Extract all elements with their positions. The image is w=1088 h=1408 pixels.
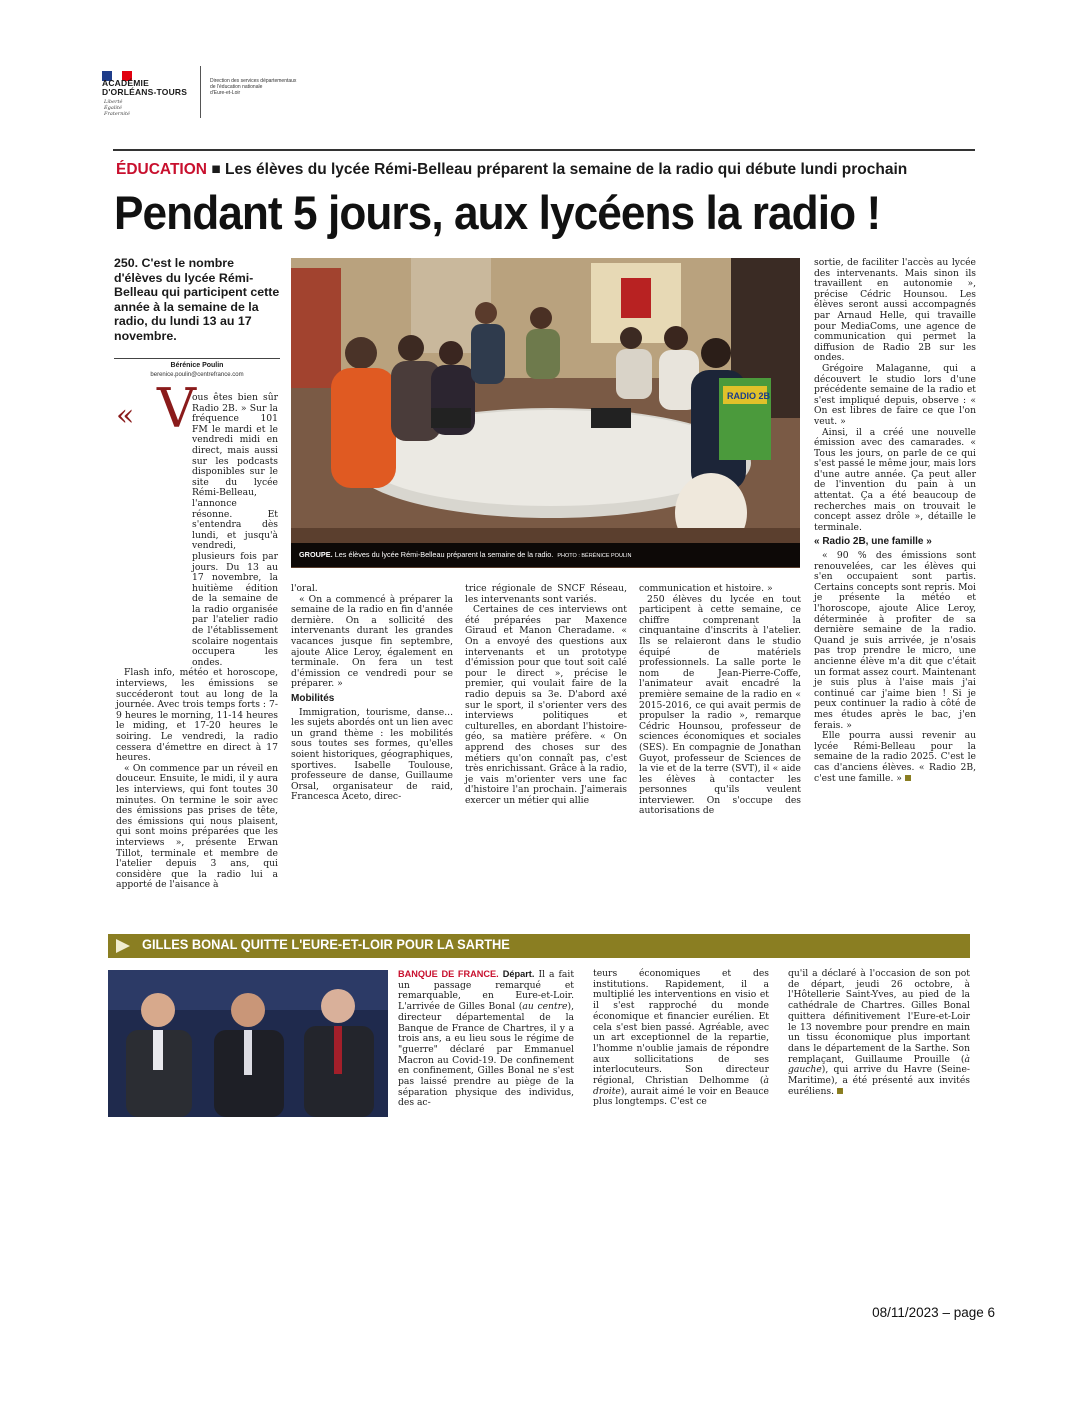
col4-para-1: communication et histoire. » — [639, 583, 773, 594]
group-photo — [291, 258, 800, 568]
opening-quote-mark: « — [116, 398, 135, 433]
subhead-radio-2b: « Radio 2B, une famille » — [814, 536, 932, 548]
republic-motto: Liberté Égalité Fraternité — [104, 99, 130, 117]
caption-label: GROUPE. — [299, 550, 333, 559]
top-rule — [113, 149, 975, 151]
category-label: ÉDUCATION — [116, 161, 207, 178]
col5-para-1: sortie, de faciliter l'accès au lycée des intervenants. Mais sinon ils travaillent en autonomie », précise Cédric Hounsou. Les élèves seront aussi accompagnés par Arnaud Helle, qui travaille pour MediaComs, une agence de communication qui permet la diffusion de Radio 2B sur les ondes. — [814, 257, 976, 364]
author-email: berenice.poulin@centrefrance.com — [150, 372, 244, 378]
article-column-3 — [465, 584, 627, 806]
arrow-right-icon — [116, 939, 130, 953]
col2-para-3: Immigration, tourisme, danse... les sujets abordés ont un lien avec un grand thème : les mobilités sous toutes ses formes, qu'elles soient historiques, géographiques, sportives. Isabelle Toulouse, professeure de danse, Guillaume Orsal, organisateur de raid, Francesca Aceto, direc- — [291, 706, 453, 803]
author-name: Bérénice Poulin — [170, 362, 224, 369]
bonal-photo — [108, 970, 388, 1117]
col3-para-2: Certaines de ces interviews ont été préparées par Maxence Giraud et Manon Cheradame. « On a envoyé des questions aux intervenants et un prototype d'émission pour que tout soit calé pour le direct », précise le premier, qui voulait faire de la radio depuis sa 3e. D'abord axé sur le sport, il s'orienter vers des interviews politiques et culturelles, en abordant l'histoire-géo, sa matière préfère. « On apprend des choses sur des métiers qu'on connaît pas, c'est très enrichissant. Grâce à la radio, je vais m'orienter vers une fac d'histoire l'an prochain. J'aimerais exercer un métier qui allie — [465, 604, 627, 806]
subhead-mobilites: Mobilités — [291, 692, 335, 704]
col1-para-2: Flash info, météo et horoscope, interviews, les émissions se succéderont tout au long de la journée. Avec trois temps forts : 7-9 heures le morning, 11-14 heures le miding, et 17-20 heures le soiring. Le vendredi, la radio cessera d'émettre en direct à 17 heures. — [116, 667, 278, 764]
academie-logo — [102, 66, 332, 126]
col2-para-2: « On a commencé à préparer la semaine de la radio en fin d'année dernière. On a sollicité des intervenants durant les grandes vacances jusque fin septembre, ajoute Alice Leroy, également en terminale. On fera un test d'émission ce vendredi pour se préparer. » — [291, 593, 453, 690]
magazine-title: RADIO 2B — [727, 391, 771, 401]
article-intro: 250. C'est le nombre d'élèves du lycée Rémi-Belleau qui participent cette année à la semaine de la radio, du lundi 13 au 17 novembre. — [114, 256, 280, 343]
intro-rule — [114, 358, 280, 359]
col5-para-5: Elle pourra aussi revenir au lycée Rémi-Belleau pour la semaine de la radio 2025. C'est le cas d'anciens élèves. « Radio 2B, c'est une famille. » — [814, 730, 976, 784]
end-mark-icon — [905, 775, 911, 781]
brief-title-band — [108, 934, 970, 958]
article-column-1 — [116, 393, 278, 891]
col5-para-4: « 90 % des émissions sont renouvelées, car les élèves qui s'en occupaient sont partis. Certains concepts sont repris. Moi je présente la météo et l'horoscope, ajoute Alice Leroy, déterminée à profiter de sa dernière semaine de la radio. Quand je suis arrivée, je n'osais pas trop prendre le micro, une ancienne élève m'a dit que c'était un format assez court. Maintenant je suis plus à l'aise mais j'ai continué car j'aime bien ! Si je peux continuer la radio à côté de mes études après le bac, j'en ferais. » — [814, 550, 976, 731]
col5-para-3: Ainsi, il a créé une nouvelle émission avec des camarades. « Tous les jours, on parle de ce qui s'est passé le même jour, mais lors d'une autre année. Ça peut aller de l'invention du pain à un attentat. Ça a été beaucoup de recherches mais on trouvait le concept assez drôle », détaille le terminale. — [814, 426, 976, 533]
brief-lead: BANQUE DE FRANCE. — [398, 969, 499, 979]
kicker-text: Les élèves du lycée Rémi-Belleau préparent la semaine de la radio qui débute lundi prochain — [225, 161, 908, 178]
logo-divider — [200, 66, 201, 118]
group-photo-illustration — [291, 258, 800, 568]
col2-para-1: l'oral. — [291, 583, 318, 594]
col1-para-3: « On commence par un réveil en douceur. Ensuite, le midi, il y aura les interviews, qui font toutes 30 minutes. On termine le soir avec des émissions pas prises de tête, des émissions qui nous plaisent, qui sont moins préparées que les interviews », présente Erwan Tillot, terminale et membre de l'atelier depuis 3 ans, qui considère que la radio lui a apporté de l'aisance à — [116, 762, 278, 891]
direction-services: Direction des services départementaux de l'éducation nationale d'Eure-et-Loir — [210, 78, 297, 96]
bonal-photo-illustration — [108, 970, 388, 1117]
photo-caption — [291, 543, 800, 567]
academie-name: ACADÉMIE D'ORLÉANS-TOURS — [102, 78, 188, 97]
col5-para-2: Grégoire Malaganne, qui a découvert le studio lors d'une précédente semaine de la radio et s'est impliqué depuis, observe : « On est libres de faire ce que l'on veut. » — [814, 362, 976, 427]
brief-end-mark-icon — [837, 1088, 843, 1094]
article-column-4 — [639, 584, 801, 817]
caption-credit: PHOTO : BÉRÉNICE POULIN — [557, 553, 632, 559]
brief-column-3: qu'il a déclaré à l'occasion de son pot de départ, jeudi 26 octobre, à l'Hôtellerie Saint-Yves, au pied de la cathédrale de Chartres. Gilles Bonal quittera définitivement l'Eure-et-Loir le 13 novembre pour prendre en main un tissu économique plus important dans le département de la Sarthe. Son remplaçant, Guillaume Prouille (à gauche), qui arrive du Havre (Seine-Maritime), a été présenté aux invités euréliens. — [788, 968, 970, 1097]
kicker-square: ■ — [211, 161, 221, 178]
brief-title: GILLES BONAL QUITTE L'EURE-ET-LOIR POUR LA SARTHE — [142, 937, 510, 952]
article-headline: Pendant 5 jours, aux lycéens la radio ! — [114, 186, 881, 239]
french-flag-icon — [102, 66, 132, 76]
brief-lead-2: Départ. — [502, 969, 535, 979]
col4-para-2: 250 élèves du lycée en tout participent à cette semaine, ce chiffre comprenant la cinquantaine d'inscrits à l'atelier. Ils se relaieront dans le studio équipé de matériels professionnels. La salle porte le nom de Jean-Pierre-Coffe, l'animateur avait encadré la première semaine de la radio en « 2015-2016, ce qui avait permis de propulser la radio », remarque Cédric Hounsou, professeur de sciences économiques et sociales (SES). En compagnie de Jonathan Guyot, professeur de Sciences de la vie et de la terre (SVT), il « aide les élèves à contacter les personnes qu'ils veulent interviewer. On s'occupe des autorisations de — [639, 593, 801, 817]
col1-para-1: ous êtes bien sûr Radio 2B. » Sur la fréquence 101 FM le mardi et le vendredi midi en direct, mais aussi sur les podcasts disponibles sur le site du lycée Rémi-Belleau, l'annonce résonne. Et s'entendra dès lundi, et jusqu'à vendredi, plusieurs fois par jours. Du 13 au 17 novembre, la huitième édition de la semaine de la radio organisée par l'atelier radio de l'établissement scolaire nogentais occupera les ondes. — [192, 392, 278, 668]
article-column-2 — [291, 584, 453, 803]
dropcap-letter: V — [157, 377, 196, 440]
brief-column-2: teurs économiques et des institutions. Rapidement, il a multiplié les interventions en visio et il s'est rapproché du monde économique et financier eurélien. Et cela s'est bien passé. Agréable, avec un art exceptionnel de la repartie, l'homme n'oublie jamais de répondre aux sollicitations de ses interlocuteurs. Son directeur régional, Christian Delhomme (à droite), aurait aimé le voir en Beauce plus longtemps. C'est ce — [593, 968, 769, 1108]
page-footer: 08/11/2023 – page 6 — [872, 1305, 995, 1320]
caption-text: Les élèves du lycée Rémi-Belleau préparent la semaine de la radio. — [334, 550, 554, 559]
col3-para-1: trice régionale de SNCF Réseau, les intervenants sont variés. — [465, 583, 627, 605]
article-kicker — [116, 161, 976, 179]
brief-column-1: BANQUE DE FRANCE. Départ. Il a fait un passage remarqué et remarquable, en Eure-et-Loir. L'arrivée de Gilles Bonal (au centre), directeur départemental de la Banque de France de Chartres, il y a trois ans, a eu lieu sous le régime de "guerre" déclaré par Emmanuel Macron au Covid-19. De confinement en confinement, Gilles Bonal ne s'est pas laissé prendre au piège de la séparation physique des individus, des ac- — [398, 969, 575, 1109]
article-column-5 — [814, 258, 976, 784]
